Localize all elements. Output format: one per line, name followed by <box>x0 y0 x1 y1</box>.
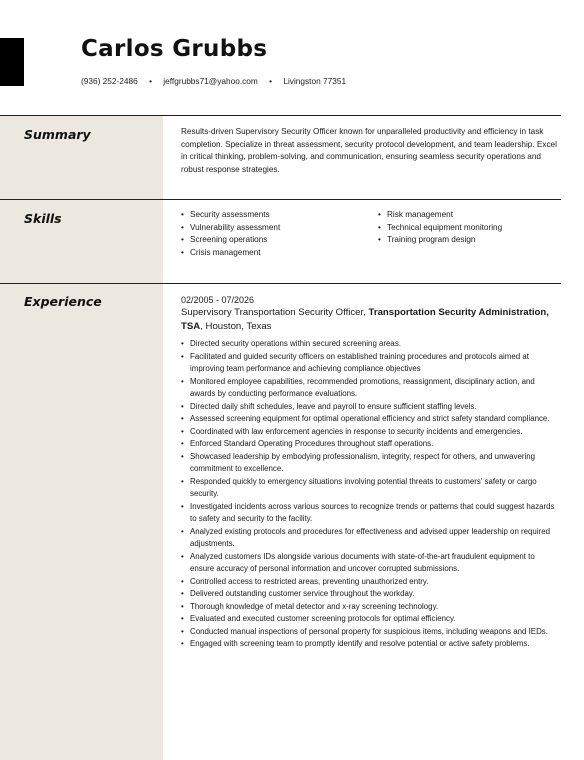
job-bullet: • Conducted manual inspections of personal property for suspicious items, including weapons and IEDs. <box>181 626 561 639</box>
skill-item: • Technical equipment monitoring <box>378 222 561 235</box>
job-bullet: • Directed daily shift schedules, leave and payroll to ensure sufficient staffing levels. <box>181 401 561 414</box>
job-location: , Houston, Texas <box>200 320 272 332</box>
skill-item: • Security assessments <box>181 209 378 222</box>
section-divider <box>0 283 561 284</box>
job-bullet: • Coordinated with law enforcement agencies in response to security incidents and emergencies. <box>181 426 561 439</box>
job-bullet: • Directed security operations within secured screening areas. <box>181 338 561 351</box>
job-bullet: • Showcased leadership by embodying professionalism, integrity, respect for others, and unwavering commitment to excellence. <box>181 451 561 476</box>
experience-heading: Experience <box>24 294 102 309</box>
job-bullet: • Assessed screening equipment for optimal operational efficiency and strict safety standard compliance. <box>181 413 561 426</box>
experience-entry <box>181 294 561 651</box>
job-bullet: • Facilitated and guided security officers on established training procedures and protocols aimed at improving team performance and achieving compliance objectives <box>181 351 561 376</box>
job-bullet: • Controlled access to restricted areas, preventing unauthorized entry. <box>181 576 561 589</box>
skill-item: • Vulnerability assessment <box>181 222 378 235</box>
summary-text: Results-driven Supervisory Security Officer known for unparalleled productivity and efficiency in task completion. Specialize in threat assessment, security protocol development, and team leadership. Excel in critical thinking, problem-solving, and communication, ensuring seamless security operations and robust response strategies. <box>181 127 557 174</box>
job-bullet: • Analyzed customers IDs alongside various documents with state-of-the-art fraudulent equipment to ensure accuracy of personal information and uncover corrupted submissions. <box>181 551 561 576</box>
email: jeffgrubbs71@yahoo.com <box>163 76 258 86</box>
job-bullet: • Enforced Standard Operating Procedures throughout staff operations. <box>181 438 561 451</box>
skill-item: • Training program design <box>378 234 561 247</box>
job-title-line <box>181 306 561 333</box>
skill-item: • Crisis management <box>181 247 378 260</box>
skill-item: • Risk management <box>378 209 561 222</box>
job-bullets <box>181 338 561 651</box>
job-bullet: • Analyzed existing protocols and procedures for effectiveness and advised upper leadership on required adjustments. <box>181 526 561 551</box>
candidate-name: Carlos Grubbs <box>81 36 268 62</box>
job-bullet: • Engaged with screening team to promptly identify and resolve potential or active safety problems. <box>181 638 561 651</box>
job-bullet: • Delivered outstanding customer service throughout the workday. <box>181 588 561 601</box>
location: Livingston 77351 <box>283 76 347 86</box>
job-dates: 02/2005 - 07/2026 <box>181 295 255 305</box>
skills-list <box>181 209 561 259</box>
job-bullet: • Thorough knowledge of metal detector and x-ray screening technology. <box>181 601 561 614</box>
contact-line <box>81 76 346 86</box>
skills-heading: Skills <box>24 211 62 226</box>
contact-separator: • <box>149 76 152 86</box>
section-divider <box>0 115 561 116</box>
job-employer: Transportation Security Administration, TSA <box>181 307 549 332</box>
job-bullet: • Monitored employee capabilities, recommended promotions, reassignment, disciplinary action, and awards by conducting performance evaluations. <box>181 376 561 401</box>
job-position: Supervisory Transportation Security Officer, <box>181 307 366 318</box>
job-bullet: • Evaluated and executed customer screening protocols for optimal efficiency. <box>181 613 561 626</box>
summary-heading: Summary <box>24 127 91 142</box>
job-bullet: • Responded quickly to emergency situations involving potential threats to customers' safety or cargo security. <box>181 476 561 501</box>
header-accent-block <box>0 38 24 86</box>
skill-item: • Screening operations <box>181 234 378 247</box>
contact-separator: • <box>269 76 273 86</box>
job-bullet: • Investigated incidents across various sources to recognize trends or patterns that could suggest hazards to safety and security to the facility. <box>181 501 561 526</box>
phone: (936) 252-2486 <box>81 76 138 86</box>
section-divider <box>0 199 561 200</box>
